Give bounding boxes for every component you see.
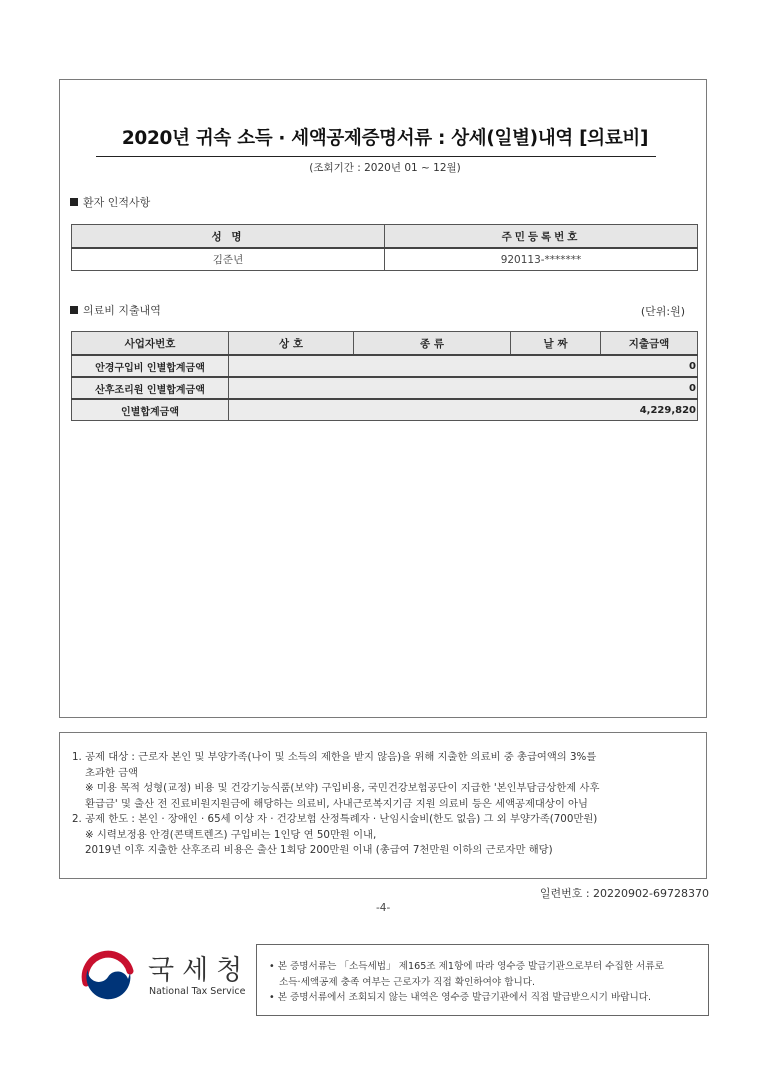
square-bullet-icon — [70, 306, 78, 314]
table-row — [72, 377, 698, 399]
notes-box — [59, 732, 707, 879]
row-label: 안경구입비 인별합계금액 — [72, 355, 229, 377]
header-type: 종 류 — [354, 332, 511, 356]
square-bullet-icon — [70, 198, 78, 206]
note-line: 환급금' 및 출산 전 진료비원지원금에 해당하는 의료비, 사내근로복지기금 지원 의료비 등은 세액공제대상이 아님 — [85, 797, 588, 810]
agency-name-english: National Tax Service — [149, 986, 246, 997]
query-period: (조회기간 : 2020년 01 ~ 12월) — [309, 162, 461, 174]
agency-name-korean: 국세청 — [148, 955, 251, 986]
note-line: ※ 시력보정용 안경(콘택트렌즈) 구입비는 1인당 연 50만원 이내, — [85, 828, 377, 841]
patient-section-heading: 환자 인적사항 — [70, 194, 150, 210]
note-line: 1. 공제 대상 : 근로자 본인 및 부양가족(나이 및 소득의 제한을 받지 않음)을 위해 지출한 의료비 중 총급여액의 3%를 — [72, 751, 597, 763]
header-amount: 지출금액 — [601, 332, 698, 356]
note-line: 2019년 이후 지출한 산후조리 비용은 출산 1회당 200만원 이내 (총급여 7천만원 이하의 근로자만 해당) — [85, 844, 553, 856]
row-label: 산후조리원 인별합계금액 — [72, 377, 229, 399]
row-amount: 0 — [229, 377, 698, 399]
footer-bullet: 소득·세액공제 충족 여부는 근로자가 직접 확인하여야 합니다. — [279, 976, 536, 988]
header-name: 성 명 — [72, 225, 385, 249]
document-title: 2020년 귀속 소득 · 세액공제증명서류 : 상세(일별)내역 [의료비] — [121, 128, 649, 149]
expense-section-heading: 의료비 지출내역 — [70, 302, 161, 318]
patient-resident-number: 920113-******* — [385, 248, 698, 271]
header-date: 날 짜 — [511, 332, 601, 356]
header-resident-number: 주민등록번호 — [385, 225, 698, 249]
table-row — [72, 399, 698, 421]
footer-bullet: • 본 증명서류는 「소득세법」 제165조 제1항에 따라 영수증 발급기관으로부터 수집한 서류로 — [269, 961, 664, 972]
page-number: -4- — [376, 902, 391, 914]
patient-name: 김준년 — [72, 248, 385, 271]
note-line: 2. 공제 한도 : 본인 · 장애인 · 65세 이상 자 · 건강보험 산정특례자 · 난임시술비(한도 없음) 그 외 부양가족(700만원) — [72, 813, 598, 825]
patient-table — [71, 224, 698, 271]
footer-bullet: • 본 증명서류에서 조회되지 않는 내역은 영수증 발급기관에서 직접 발급받으시기 바랍니다. — [269, 992, 652, 1003]
unit-label: (단위:원) — [640, 305, 685, 318]
row-amount: 0 — [229, 355, 698, 377]
header-business-name: 상 호 — [229, 332, 354, 356]
title-divider — [96, 156, 656, 157]
note-line: ※ 미용 목적 성형(교정) 비용 및 건강기능식품(보약) 구입비용, 국민건강보험공단이 지급한 '본인부담금상한제 사후 — [85, 782, 600, 794]
table-row — [72, 355, 698, 377]
nts-logo-icon — [80, 949, 136, 1005]
row-amount: 4,229,820 — [229, 399, 698, 421]
expense-table — [71, 331, 698, 421]
serial-number: 일련번호 : 20220902-69728370 — [539, 887, 709, 900]
note-line: 초과한 금액 — [85, 766, 139, 779]
row-label: 인별합계금액 — [72, 399, 229, 421]
header-business-number: 사업자번호 — [72, 332, 229, 356]
footer-notice-box — [256, 944, 709, 1016]
